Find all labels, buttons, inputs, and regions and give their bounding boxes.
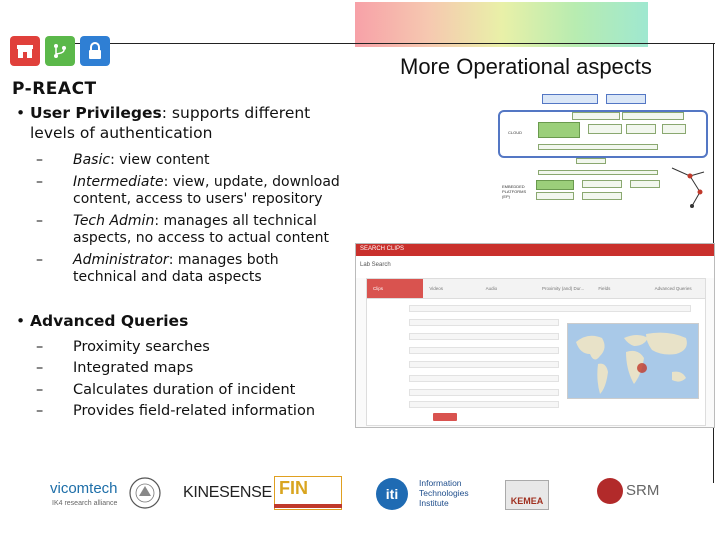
search-field[interactable]	[409, 401, 559, 408]
search-field[interactable]	[409, 319, 559, 326]
diagram-box	[622, 112, 684, 120]
diagram-label-cloud: CLOUD	[508, 130, 523, 135]
diagram-box	[538, 122, 580, 138]
git-branch-icon	[45, 36, 75, 66]
diagram-box	[538, 170, 658, 175]
fin-logo: FIN	[279, 478, 308, 498]
tab-audio[interactable]: Audio	[485, 286, 498, 291]
privilege-desc: : view content	[110, 152, 210, 168]
university-seal-icon	[128, 474, 162, 512]
bullet-heading: Advanced Queries	[30, 311, 189, 330]
tab-clips[interactable]: Clips	[367, 279, 423, 298]
bullet-advanced-queries	[16, 311, 346, 331]
iti-logo: iti	[376, 478, 408, 510]
bullet-text: : supports different levels of authentication	[30, 104, 311, 142]
privilege-desc: : manages all technical aspects, no access to actual content	[73, 212, 329, 246]
search-panel	[366, 278, 706, 426]
list-item	[36, 252, 346, 287]
search-submit-button[interactable]	[433, 413, 457, 421]
partner-logos	[0, 470, 720, 520]
privilege-desc: : manages both technical and data aspects	[73, 251, 279, 285]
list-item: – Calculates duration of incident	[36, 380, 346, 402]
diagram-box	[536, 192, 574, 200]
app-header-bar	[356, 244, 714, 256]
diagram-box	[626, 124, 656, 134]
bullet-user-privileges	[16, 103, 346, 143]
privilege-term: Intermediate	[73, 173, 164, 190]
search-field[interactable]	[409, 389, 559, 396]
kemea-logo: KEMEA	[505, 480, 549, 510]
search-field[interactable]	[409, 333, 559, 340]
privilege-levels-list	[36, 152, 346, 287]
diagram-box	[536, 180, 574, 190]
privilege-term: Administrator	[73, 251, 169, 268]
app-header-title: SEARCH CLIPS	[360, 246, 405, 252]
vicomtech-logo: vicomtech	[50, 480, 118, 497]
app-subheader	[356, 256, 714, 278]
search-tabs	[367, 279, 705, 299]
diagram-box	[606, 94, 646, 104]
kinesense-logo: KINESENSE	[183, 484, 272, 501]
tab-fields[interactable]: Fields	[598, 286, 611, 291]
shop-icon	[10, 36, 40, 66]
fin-logo-bar	[274, 504, 342, 508]
query-features-list	[36, 337, 346, 423]
tab-proximity[interactable]: Proximity (and) Dur...	[541, 286, 585, 291]
diagram-box	[572, 112, 620, 120]
world-map-graphic	[568, 324, 699, 399]
tab-advanced-queries[interactable]: Advanced Queries	[654, 286, 692, 291]
list-item	[36, 152, 346, 170]
search-clips-screenshot	[355, 243, 715, 428]
architecture-diagram	[494, 88, 716, 218]
diagram-box	[538, 144, 658, 150]
privilege-term: Basic	[73, 152, 111, 168]
list-item: – Integrated maps	[36, 358, 346, 380]
bullet-list	[16, 103, 346, 423]
bullet-heading: User Privileges	[30, 104, 162, 122]
diagram-box	[582, 192, 622, 200]
list-item: – Proximity searches	[36, 337, 346, 359]
app-subheader-title: Lab Search	[360, 262, 391, 268]
search-field[interactable]	[409, 305, 691, 312]
diagram-box	[662, 124, 686, 134]
srm-emblem-icon	[597, 478, 623, 504]
diagram-label-embedded: EMBEDDED PLATFORMS (EP)	[502, 184, 527, 199]
diagram-box	[588, 124, 622, 134]
frame-divider-top	[55, 43, 715, 44]
diagram-network-lines	[670, 162, 710, 212]
lock-icon	[80, 36, 110, 66]
search-field[interactable]	[409, 375, 559, 382]
diagram-box	[630, 180, 660, 188]
privilege-desc: : view, update, download content, access to users' repository	[73, 173, 340, 207]
list-item	[36, 213, 346, 248]
list-item: – Provides field-related information	[36, 401, 346, 423]
brand-name: P-REACT	[12, 79, 97, 99]
iti-name: Information Technologies Institute	[419, 478, 469, 508]
diagram-box	[542, 94, 598, 104]
diagram-box	[576, 158, 606, 164]
vicomtech-tagline: IK4 research alliance	[52, 500, 118, 507]
diagram-box	[582, 180, 622, 188]
list-item	[36, 174, 346, 209]
world-map[interactable]	[567, 323, 699, 399]
privilege-term: Tech Admin	[73, 212, 155, 229]
tab-videos[interactable]: Videos	[429, 286, 444, 291]
slide-title: More Operational aspects	[400, 54, 652, 79]
brand-logo	[10, 36, 110, 66]
header-gradient-banner	[355, 2, 648, 47]
search-field[interactable]	[409, 347, 559, 354]
search-field[interactable]	[409, 361, 559, 368]
srm-logo: SRM	[626, 482, 660, 499]
